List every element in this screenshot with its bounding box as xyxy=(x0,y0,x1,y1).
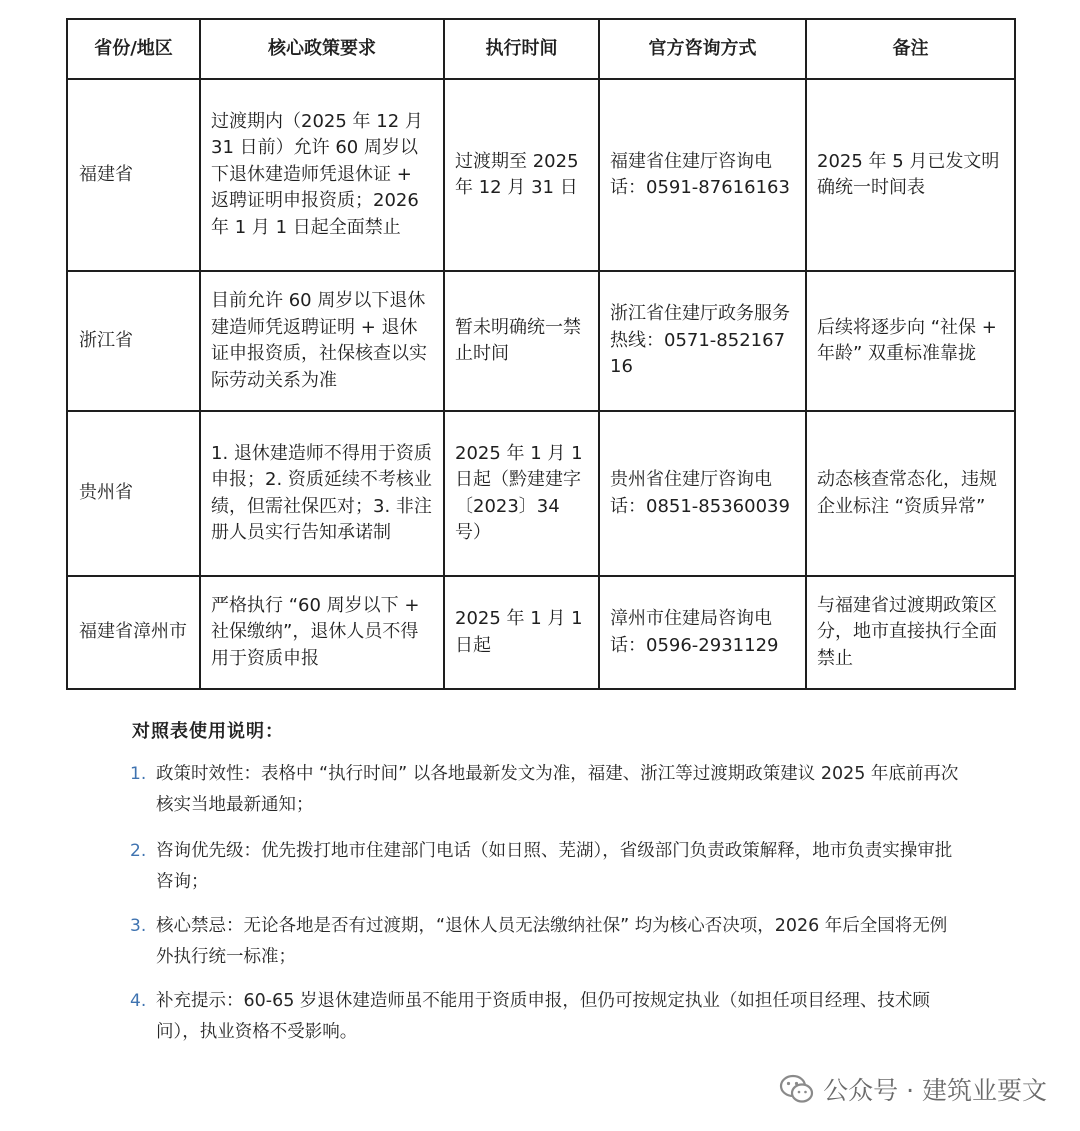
cell-region: 福建省漳州市 xyxy=(67,576,200,689)
table-row xyxy=(67,411,1015,576)
cell-remark: 2025 年 5 月已发文明确统一时间表 xyxy=(806,79,1015,271)
wechat-icon xyxy=(779,1074,815,1104)
note-item xyxy=(130,836,960,898)
cell-contact: 浙江省住建厅政务服务热线：0571-85216716 xyxy=(599,271,806,411)
cell-contact: 漳州市住建局咨询电话：0596-2931129 xyxy=(599,576,806,689)
cell-time: 暂未明确统一禁止时间 xyxy=(444,271,599,411)
cell-region: 贵州省 xyxy=(67,411,200,576)
header-requirement: 核心政策要求 xyxy=(200,19,444,79)
cell-time: 2025 年 1 月 1 日起（黔建建字〔2023〕34 号） xyxy=(444,411,599,576)
cell-remark: 后续将逐步向 “社保 + 年龄” 双重标准靠拢 xyxy=(806,271,1015,411)
cell-requirement: 1. 退休建造师不得用于资质申报；2. 资质延续不考核业绩，但需社保匹对；3. 非注册人员实行告知承诺制 xyxy=(200,411,444,576)
watermark-label: 公众号 · 建筑业要文 xyxy=(823,1076,1047,1105)
note-item xyxy=(130,986,960,1048)
note-number: 2. xyxy=(130,841,147,861)
note-text: 政策时效性：表格中 “执行时间” 以各地最新发文为准，福建、浙江等过渡期政策建议 2025 年底前再次核实当地最新通知； xyxy=(156,764,959,815)
note-number: 4. xyxy=(130,991,147,1011)
table-row xyxy=(67,79,1015,271)
header-remark: 备注 xyxy=(806,19,1015,79)
cell-requirement: 严格执行 “60 周岁以下 + 社保缴纳”，退休人员不得用于资质申报 xyxy=(200,576,444,689)
header-contact: 官方咨询方式 xyxy=(599,19,806,79)
header-time: 执行时间 xyxy=(444,19,599,79)
table-header-row xyxy=(67,19,1015,79)
note-number: 3. xyxy=(130,916,147,936)
cell-remark: 与福建省过渡期政策区分，地市直接执行全面禁止 xyxy=(806,576,1015,689)
note-number: 1. xyxy=(130,764,147,784)
table-row xyxy=(67,576,1015,689)
note-text: 补充提示：60-65 岁退休建造师虽不能用于资质申报，但仍可按规定执业（如担任项目经理、技术顾问），执业资格不受影响。 xyxy=(156,991,930,1042)
watermark xyxy=(779,1069,1047,1109)
notes-title: 对照表使用说明： xyxy=(132,721,284,742)
cell-region: 浙江省 xyxy=(67,271,200,411)
cell-requirement: 过渡期内（2025 年 12 月 31 日前）允许 60 周岁以下退休建造师凭退休证 + 返聘证明申报资质；2026 年 1 月 1 日起全面禁止 xyxy=(200,79,444,271)
policy-comparison-table xyxy=(66,18,1016,690)
cell-contact: 福建省住建厅咨询电话：0591-87616163 xyxy=(599,79,806,271)
cell-time: 2025 年 1 月 1 日起 xyxy=(444,576,599,689)
cell-remark: 动态核查常态化，违规企业标注 “资质异常” xyxy=(806,411,1015,576)
note-item xyxy=(130,911,960,973)
note-item xyxy=(130,759,960,821)
note-text: 核心禁忌：无论各地是否有过渡期，“退休人员无法缴纳社保” 均为核心否决项，2026 年后全国将无例外执行统一标准； xyxy=(156,916,948,967)
cell-region: 福建省 xyxy=(67,79,200,271)
cell-time: 过渡期至 2025 年 12 月 31 日 xyxy=(444,79,599,271)
note-text: 咨询优先级：优先拨打地市住建部门电话（如日照、芜湖），省级部门负责政策解释，地市负责实操审批咨询； xyxy=(156,841,953,892)
header-region: 省份/地区 xyxy=(67,19,200,79)
table-row xyxy=(67,271,1015,411)
cell-requirement: 目前允许 60 周岁以下退休建造师凭返聘证明 + 退休证申报资质，社保核查以实际劳动关系为准 xyxy=(200,271,444,411)
cell-contact: 贵州省住建厅咨询电话：0851-85360039 xyxy=(599,411,806,576)
